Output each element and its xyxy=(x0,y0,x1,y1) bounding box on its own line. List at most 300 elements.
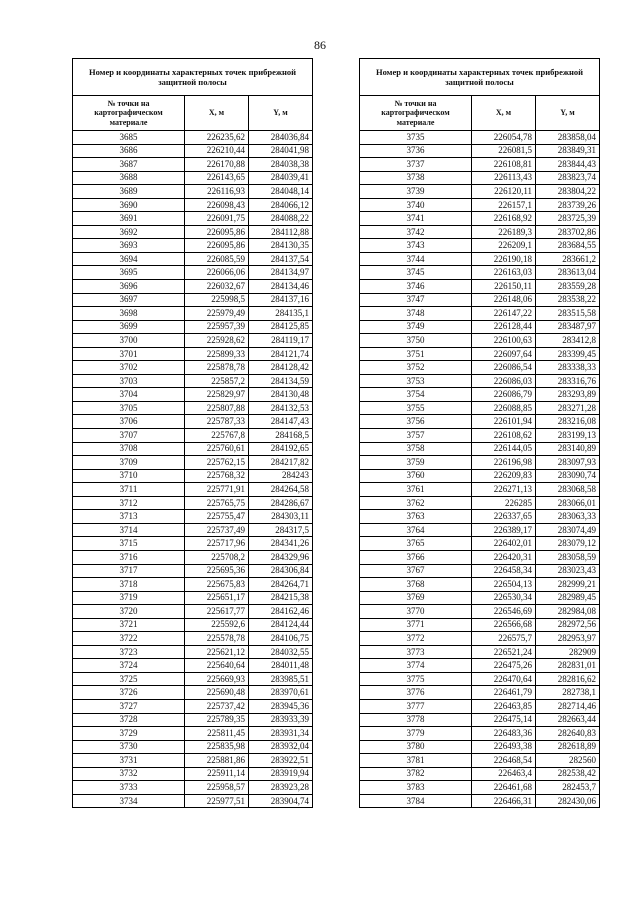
x-coordinate-cell: 225911,14 xyxy=(185,767,249,781)
y-coordinate-cell: 283058,59 xyxy=(536,550,600,564)
x-coordinate-cell: 225878,78 xyxy=(185,361,249,375)
x-coordinate-cell: 226475,26 xyxy=(472,659,536,673)
x-coordinate-cell: 225708,2 xyxy=(185,550,249,564)
y-coordinate-cell: 284106,75 xyxy=(249,632,313,646)
x-coordinate-cell: 225578,78 xyxy=(185,632,249,646)
y-coordinate-cell: 284048,14 xyxy=(249,185,313,199)
x-coordinate-cell: 226120,11 xyxy=(472,185,536,199)
table-row xyxy=(73,659,313,673)
x-coordinate-cell: 225807,88 xyxy=(185,401,249,415)
table-row xyxy=(73,320,313,334)
point-number-cell: 3690 xyxy=(73,198,185,212)
x-coordinate-cell: 226210,44 xyxy=(185,144,249,158)
y-coordinate-cell: 283538,22 xyxy=(536,293,600,307)
table-row xyxy=(360,767,600,781)
point-number-cell: 3695 xyxy=(73,266,185,280)
point-number-cell: 3740 xyxy=(360,198,472,212)
y-coordinate-cell: 283931,34 xyxy=(249,727,313,741)
x-coordinate-cell: 226209,83 xyxy=(472,469,536,483)
y-coordinate-cell: 282816,62 xyxy=(536,672,600,686)
table-row xyxy=(73,239,313,253)
y-coordinate-cell: 283090,74 xyxy=(536,469,600,483)
x-coordinate-cell: 226032,67 xyxy=(185,280,249,294)
table-row xyxy=(360,293,600,307)
table-row xyxy=(73,564,313,578)
point-number-cell: 3734 xyxy=(73,794,185,808)
x-coordinate-cell: 225881,86 xyxy=(185,754,249,768)
point-number-cell: 3704 xyxy=(73,388,185,402)
table-row xyxy=(73,781,313,795)
table-row xyxy=(360,523,600,537)
table-row xyxy=(73,198,313,212)
table-row xyxy=(360,469,600,483)
column-header-point-number: № точки на картографическом материале xyxy=(73,96,185,131)
x-coordinate-cell: 225835,98 xyxy=(185,740,249,754)
table-row xyxy=(73,131,313,145)
x-coordinate-cell: 226504,13 xyxy=(472,578,536,592)
x-coordinate-cell: 226530,34 xyxy=(472,591,536,605)
point-number-cell: 3784 xyxy=(360,794,472,808)
x-coordinate-cell: 226285 xyxy=(472,496,536,510)
y-coordinate-cell: 284038,38 xyxy=(249,158,313,172)
table-row xyxy=(360,429,600,443)
table-row xyxy=(360,225,600,239)
point-number-cell: 3727 xyxy=(73,699,185,713)
x-coordinate-cell: 226196,98 xyxy=(472,456,536,470)
y-coordinate-cell: 283823,74 xyxy=(536,171,600,185)
point-number-cell: 3770 xyxy=(360,605,472,619)
x-coordinate-cell: 226475,14 xyxy=(472,713,536,727)
point-number-cell: 3779 xyxy=(360,727,472,741)
point-number-cell: 3775 xyxy=(360,672,472,686)
point-number-cell: 3752 xyxy=(360,361,472,375)
point-number-cell: 3758 xyxy=(360,442,472,456)
x-coordinate-cell: 226271,13 xyxy=(472,483,536,497)
point-number-cell: 3746 xyxy=(360,280,472,294)
table-row xyxy=(73,456,313,470)
table-row xyxy=(360,198,600,212)
table-row xyxy=(73,429,313,443)
table-row xyxy=(73,361,313,375)
y-coordinate-cell: 284286,67 xyxy=(249,496,313,510)
table-row xyxy=(73,171,313,185)
x-coordinate-cell: 226157,1 xyxy=(472,198,536,212)
point-number-cell: 3759 xyxy=(360,456,472,470)
point-number-cell: 3697 xyxy=(73,293,185,307)
table-row xyxy=(360,591,600,605)
x-coordinate-cell: 225717,96 xyxy=(185,537,249,551)
point-number-cell: 3747 xyxy=(360,293,472,307)
point-number-cell: 3705 xyxy=(73,401,185,415)
x-coordinate-cell: 225998,5 xyxy=(185,293,249,307)
x-coordinate-cell: 225737,49 xyxy=(185,523,249,537)
point-number-cell: 3764 xyxy=(360,523,472,537)
y-coordinate-cell: 284317,5 xyxy=(249,523,313,537)
table-row xyxy=(73,713,313,727)
x-coordinate-cell: 226108,81 xyxy=(472,158,536,172)
y-coordinate-cell: 284041,98 xyxy=(249,144,313,158)
x-coordinate-cell: 225789,35 xyxy=(185,713,249,727)
point-number-cell: 3691 xyxy=(73,212,185,226)
y-coordinate-cell: 283023,43 xyxy=(536,564,600,578)
table-row xyxy=(73,293,313,307)
x-coordinate-cell: 225765,75 xyxy=(185,496,249,510)
table-row xyxy=(360,510,600,524)
point-number-cell: 3745 xyxy=(360,266,472,280)
x-coordinate-cell: 225755,47 xyxy=(185,510,249,524)
point-number-cell: 3749 xyxy=(360,320,472,334)
x-coordinate-cell: 226170,88 xyxy=(185,158,249,172)
point-number-cell: 3735 xyxy=(360,131,472,145)
table-row xyxy=(360,415,600,429)
x-coordinate-cell: 226337,65 xyxy=(472,510,536,524)
y-coordinate-cell: 282618,89 xyxy=(536,740,600,754)
table-row xyxy=(360,659,600,673)
x-coordinate-cell: 225857,2 xyxy=(185,374,249,388)
y-coordinate-cell: 283945,36 xyxy=(249,699,313,713)
y-coordinate-cell: 282999,21 xyxy=(536,578,600,592)
point-number-cell: 3715 xyxy=(73,537,185,551)
x-coordinate-cell: 225771,91 xyxy=(185,483,249,497)
x-coordinate-cell: 225762,15 xyxy=(185,456,249,470)
point-number-cell: 3702 xyxy=(73,361,185,375)
point-number-cell: 3716 xyxy=(73,550,185,564)
point-number-cell: 3742 xyxy=(360,225,472,239)
x-coordinate-cell: 226086,54 xyxy=(472,361,536,375)
point-number-cell: 3766 xyxy=(360,550,472,564)
x-coordinate-cell: 225787,33 xyxy=(185,415,249,429)
x-coordinate-cell: 226144,05 xyxy=(472,442,536,456)
x-coordinate-cell: 226150,11 xyxy=(472,280,536,294)
x-coordinate-cell: 226566,68 xyxy=(472,618,536,632)
table-row xyxy=(360,578,600,592)
y-coordinate-cell: 283199,13 xyxy=(536,429,600,443)
x-coordinate-cell: 225829,97 xyxy=(185,388,249,402)
table-row xyxy=(73,185,313,199)
point-number-cell: 3736 xyxy=(360,144,472,158)
y-coordinate-cell: 283804,22 xyxy=(536,185,600,199)
table-row xyxy=(73,401,313,415)
table-row xyxy=(73,469,313,483)
x-coordinate-cell: 226095,86 xyxy=(185,225,249,239)
y-coordinate-cell: 284121,74 xyxy=(249,347,313,361)
point-number-cell: 3694 xyxy=(73,252,185,266)
y-coordinate-cell: 283985,51 xyxy=(249,672,313,686)
point-number-cell: 3707 xyxy=(73,429,185,443)
table-row xyxy=(73,307,313,321)
table-row xyxy=(73,158,313,172)
x-coordinate-cell: 226098,43 xyxy=(185,198,249,212)
y-coordinate-cell: 283338,33 xyxy=(536,361,600,375)
x-coordinate-cell: 225640,64 xyxy=(185,659,249,673)
point-number-cell: 3743 xyxy=(360,239,472,253)
x-coordinate-cell: 226235,62 xyxy=(185,131,249,145)
point-number-cell: 3701 xyxy=(73,347,185,361)
x-coordinate-cell: 226147,22 xyxy=(472,307,536,321)
y-coordinate-cell: 283684,55 xyxy=(536,239,600,253)
y-coordinate-cell: 282953,97 xyxy=(536,632,600,646)
x-coordinate-cell: 225669,93 xyxy=(185,672,249,686)
y-coordinate-cell: 282538,42 xyxy=(536,767,600,781)
x-coordinate-cell: 225958,57 xyxy=(185,781,249,795)
point-number-cell: 3723 xyxy=(73,645,185,659)
point-number-cell: 3757 xyxy=(360,429,472,443)
y-coordinate-cell: 284134,46 xyxy=(249,280,313,294)
x-coordinate-cell: 226468,54 xyxy=(472,754,536,768)
y-coordinate-cell: 284125,85 xyxy=(249,320,313,334)
table-row xyxy=(73,591,313,605)
table-row xyxy=(73,767,313,781)
table-title: Номер и координаты характерных точек прибрежной защитной полосы xyxy=(73,59,313,96)
table-row xyxy=(360,456,600,470)
point-number-cell: 3733 xyxy=(73,781,185,795)
x-coordinate-cell: 226463,85 xyxy=(472,699,536,713)
point-number-cell: 3732 xyxy=(73,767,185,781)
table-row xyxy=(360,550,600,564)
table-row xyxy=(73,496,313,510)
y-coordinate-cell: 283140,89 xyxy=(536,442,600,456)
table-row xyxy=(360,307,600,321)
y-coordinate-cell: 282714,46 xyxy=(536,699,600,713)
x-coordinate-cell: 225651,17 xyxy=(185,591,249,605)
table-row xyxy=(360,699,600,713)
y-coordinate-cell: 282972,56 xyxy=(536,618,600,632)
y-coordinate-cell: 283661,2 xyxy=(536,252,600,266)
point-number-cell: 3772 xyxy=(360,632,472,646)
point-number-cell: 3738 xyxy=(360,171,472,185)
point-number-cell: 3725 xyxy=(73,672,185,686)
point-number-cell: 3765 xyxy=(360,537,472,551)
table-body xyxy=(360,131,600,808)
x-coordinate-cell: 226168,92 xyxy=(472,212,536,226)
table-row xyxy=(73,740,313,754)
x-coordinate-cell: 226143,65 xyxy=(185,171,249,185)
y-coordinate-cell: 284341,26 xyxy=(249,537,313,551)
y-coordinate-cell: 284217,82 xyxy=(249,456,313,470)
y-coordinate-cell: 284215,38 xyxy=(249,591,313,605)
point-number-cell: 3710 xyxy=(73,469,185,483)
y-coordinate-cell: 282560 xyxy=(536,754,600,768)
table-row xyxy=(73,754,313,768)
x-coordinate-cell: 226575,7 xyxy=(472,632,536,646)
y-coordinate-cell: 283074,49 xyxy=(536,523,600,537)
point-number-cell: 3699 xyxy=(73,320,185,334)
y-coordinate-cell: 282989,45 xyxy=(536,591,600,605)
x-coordinate-cell: 226483,36 xyxy=(472,727,536,741)
point-number-cell: 3703 xyxy=(73,374,185,388)
y-coordinate-cell: 284137,54 xyxy=(249,252,313,266)
point-number-cell: 3718 xyxy=(73,578,185,592)
x-coordinate-cell: 226461,68 xyxy=(472,781,536,795)
y-coordinate-cell: 284264,71 xyxy=(249,578,313,592)
point-number-cell: 3728 xyxy=(73,713,185,727)
point-number-cell: 3689 xyxy=(73,185,185,199)
point-number-cell: 3688 xyxy=(73,171,185,185)
point-number-cell: 3755 xyxy=(360,401,472,415)
point-number-cell: 3753 xyxy=(360,374,472,388)
y-coordinate-cell: 283739,26 xyxy=(536,198,600,212)
x-coordinate-cell: 225760,61 xyxy=(185,442,249,456)
column-header-point-number: № точки на картографическом материале xyxy=(360,96,472,131)
point-number-cell: 3722 xyxy=(73,632,185,646)
table-row xyxy=(73,510,313,524)
table-row xyxy=(360,158,600,172)
x-coordinate-cell: 226148,06 xyxy=(472,293,536,307)
y-coordinate-cell: 283849,31 xyxy=(536,144,600,158)
x-coordinate-cell: 225621,12 xyxy=(185,645,249,659)
table-row xyxy=(360,713,600,727)
point-number-cell: 3756 xyxy=(360,415,472,429)
point-number-cell: 3724 xyxy=(73,659,185,673)
table-row xyxy=(360,754,600,768)
x-coordinate-cell: 225690,48 xyxy=(185,686,249,700)
point-number-cell: 3739 xyxy=(360,185,472,199)
table-row xyxy=(360,605,600,619)
point-number-cell: 3693 xyxy=(73,239,185,253)
point-number-cell: 3760 xyxy=(360,469,472,483)
point-number-cell: 3773 xyxy=(360,645,472,659)
table-title: Номер и координаты характерных точек прибрежной защитной полосы xyxy=(360,59,600,96)
y-coordinate-cell: 284264,58 xyxy=(249,483,313,497)
y-coordinate-cell: 284039,41 xyxy=(249,171,313,185)
y-coordinate-cell: 283922,51 xyxy=(249,754,313,768)
table-row xyxy=(360,496,600,510)
y-coordinate-cell: 283515,58 xyxy=(536,307,600,321)
y-coordinate-cell: 283066,01 xyxy=(536,496,600,510)
table-row xyxy=(360,347,600,361)
y-coordinate-cell: 284192,65 xyxy=(249,442,313,456)
y-coordinate-cell: 284088,22 xyxy=(249,212,313,226)
table-row xyxy=(360,727,600,741)
table-row xyxy=(360,239,600,253)
point-number-cell: 3750 xyxy=(360,334,472,348)
point-number-cell: 3780 xyxy=(360,740,472,754)
x-coordinate-cell: 226470,64 xyxy=(472,672,536,686)
point-number-cell: 3712 xyxy=(73,496,185,510)
point-number-cell: 3768 xyxy=(360,578,472,592)
point-number-cell: 3696 xyxy=(73,280,185,294)
column-header-y: Y, м xyxy=(249,96,313,131)
x-coordinate-cell: 226466,31 xyxy=(472,794,536,808)
table-row xyxy=(73,334,313,348)
table-row xyxy=(360,144,600,158)
x-coordinate-cell: 225977,51 xyxy=(185,794,249,808)
table-row xyxy=(73,699,313,713)
point-number-cell: 3751 xyxy=(360,347,472,361)
x-coordinate-cell: 226086,03 xyxy=(472,374,536,388)
table-row xyxy=(360,632,600,646)
point-number-cell: 3748 xyxy=(360,307,472,321)
y-coordinate-cell: 284134,59 xyxy=(249,374,313,388)
table-row xyxy=(73,578,313,592)
x-coordinate-cell: 226389,17 xyxy=(472,523,536,537)
point-number-cell: 3778 xyxy=(360,713,472,727)
y-coordinate-cell: 282738,1 xyxy=(536,686,600,700)
column-header-x: X, м xyxy=(185,96,249,131)
y-coordinate-cell: 283271,28 xyxy=(536,401,600,415)
table-row xyxy=(73,727,313,741)
x-coordinate-cell: 226420,31 xyxy=(472,550,536,564)
y-coordinate-cell: 284135,1 xyxy=(249,307,313,321)
y-coordinate-cell: 284134,97 xyxy=(249,266,313,280)
table-row xyxy=(73,672,313,686)
point-number-cell: 3717 xyxy=(73,564,185,578)
y-coordinate-cell: 284112,88 xyxy=(249,225,313,239)
y-coordinate-cell: 284011,48 xyxy=(249,659,313,673)
table-row xyxy=(360,442,600,456)
x-coordinate-cell: 226108,62 xyxy=(472,429,536,443)
y-coordinate-cell: 282984,08 xyxy=(536,605,600,619)
table-row xyxy=(360,645,600,659)
table-row xyxy=(360,401,600,415)
x-coordinate-cell: 225737,42 xyxy=(185,699,249,713)
point-number-cell: 3763 xyxy=(360,510,472,524)
table-row xyxy=(360,794,600,808)
point-number-cell: 3686 xyxy=(73,144,185,158)
y-coordinate-cell: 284162,46 xyxy=(249,605,313,619)
table-row xyxy=(73,144,313,158)
x-coordinate-cell: 226458,34 xyxy=(472,564,536,578)
y-coordinate-cell: 284137,16 xyxy=(249,293,313,307)
point-number-cell: 3692 xyxy=(73,225,185,239)
table-row xyxy=(360,320,600,334)
point-number-cell: 3731 xyxy=(73,754,185,768)
y-coordinate-cell: 283923,28 xyxy=(249,781,313,795)
x-coordinate-cell: 226097,64 xyxy=(472,347,536,361)
coordinates-table-left xyxy=(72,58,313,808)
x-coordinate-cell: 226402,01 xyxy=(472,537,536,551)
table-row xyxy=(73,347,313,361)
y-coordinate-cell: 283970,61 xyxy=(249,686,313,700)
table-row xyxy=(360,280,600,294)
point-number-cell: 3700 xyxy=(73,334,185,348)
point-number-cell: 3769 xyxy=(360,591,472,605)
point-number-cell: 3771 xyxy=(360,618,472,632)
x-coordinate-cell: 225617,77 xyxy=(185,605,249,619)
point-number-cell: 3782 xyxy=(360,767,472,781)
y-coordinate-cell: 283858,04 xyxy=(536,131,600,145)
point-number-cell: 3721 xyxy=(73,618,185,632)
y-coordinate-cell: 284066,12 xyxy=(249,198,313,212)
y-coordinate-cell: 284132,53 xyxy=(249,401,313,415)
x-coordinate-cell: 225811,45 xyxy=(185,727,249,741)
table-row xyxy=(73,415,313,429)
y-coordinate-cell: 283216,08 xyxy=(536,415,600,429)
x-coordinate-cell: 226086,79 xyxy=(472,388,536,402)
x-coordinate-cell: 226088,85 xyxy=(472,401,536,415)
y-coordinate-cell: 283932,04 xyxy=(249,740,313,754)
x-coordinate-cell: 226091,75 xyxy=(185,212,249,226)
point-number-cell: 3685 xyxy=(73,131,185,145)
table-row xyxy=(360,252,600,266)
x-coordinate-cell: 225957,39 xyxy=(185,320,249,334)
table-row xyxy=(73,605,313,619)
y-coordinate-cell: 284128,42 xyxy=(249,361,313,375)
y-coordinate-cell: 283844,43 xyxy=(536,158,600,172)
table-row xyxy=(360,388,600,402)
table-row xyxy=(73,442,313,456)
table-row xyxy=(73,212,313,226)
y-coordinate-cell: 284168,5 xyxy=(249,429,313,443)
x-coordinate-cell: 225899,33 xyxy=(185,347,249,361)
y-coordinate-cell: 284119,17 xyxy=(249,334,313,348)
y-coordinate-cell: 283068,58 xyxy=(536,483,600,497)
table-row xyxy=(73,374,313,388)
point-number-cell: 3744 xyxy=(360,252,472,266)
y-coordinate-cell: 283919,94 xyxy=(249,767,313,781)
table-row xyxy=(360,537,600,551)
x-coordinate-cell: 226116,93 xyxy=(185,185,249,199)
